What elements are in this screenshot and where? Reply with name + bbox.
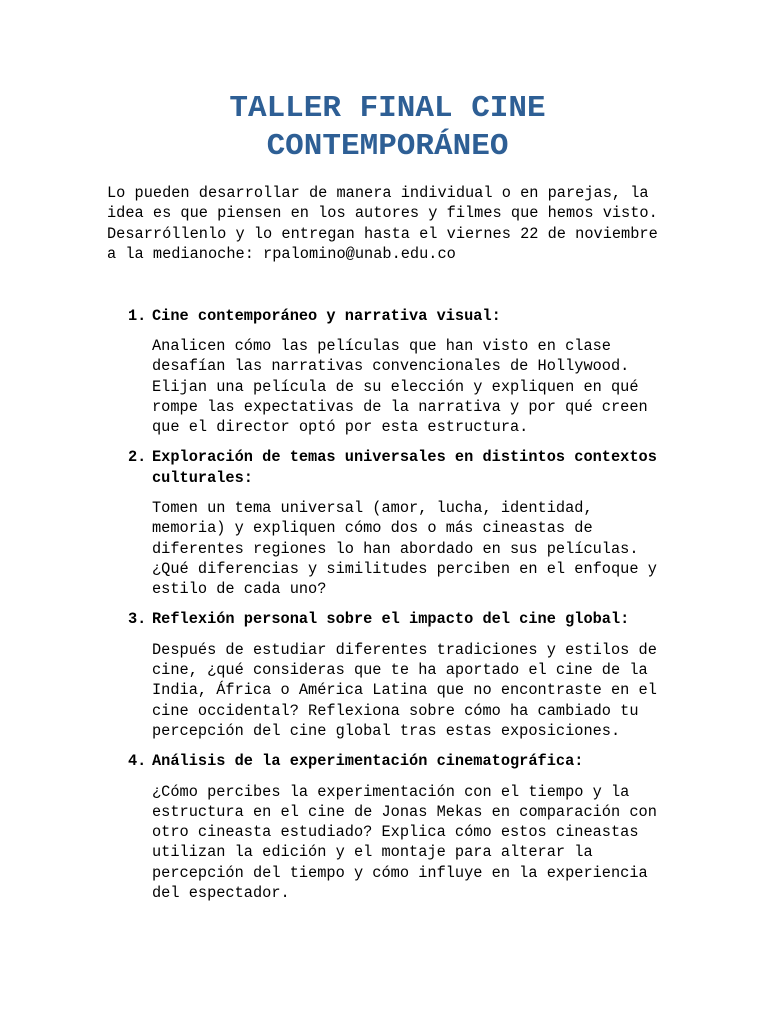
item-body	[152, 498, 668, 599]
item-body-line: memoria) y expliquen cómo dos o más cineastas de	[152, 519, 593, 538]
item-number: 1.	[128, 306, 147, 325]
list-item	[107, 751, 668, 903]
item-body-line: que el director optó por esta estructura.	[152, 418, 529, 437]
intro-line: Lo pueden desarrollar de manera individual o en parejas, la	[107, 184, 649, 202]
item-number: 3.	[128, 610, 147, 629]
item-body	[152, 782, 668, 904]
item-number: 4.	[128, 752, 147, 771]
item-heading-line: Reflexión personal sobre el impacto del cine global:	[152, 610, 630, 629]
item-body-line: ¿Cómo percibes la experimentación con el tiempo y la	[152, 782, 630, 801]
intro-paragraph	[107, 183, 663, 265]
item-body-line: estructura en el cine de Jonas Mekas en comparación con	[152, 802, 657, 821]
item-body-line: diferentes regiones lo han abordado en sus películas.	[152, 539, 639, 558]
item-heading-line: Cine contemporáneo y narrativa visual:	[152, 306, 501, 325]
item-body-line: cine occidental? Reflexiona sobre cómo ha cambiado tu	[152, 701, 639, 720]
item-heading	[152, 306, 668, 326]
item-heading	[152, 609, 668, 629]
item-body-line: Elijan una película de su elección y expliquen en qué	[152, 377, 639, 396]
item-body-line: otro cineasta estudiado? Explica cómo estos cineastas	[152, 823, 639, 842]
item-heading-line: culturales:	[152, 468, 253, 487]
item-heading	[152, 751, 668, 771]
item-body-line: percepción del tiempo y cómo influye en la experiencia	[152, 863, 648, 882]
item-number: 2.	[128, 448, 147, 467]
list-item	[107, 447, 668, 599]
item-body-line: utilizan la edición y el montaje para alterar la	[152, 843, 593, 862]
item-heading-line: Exploración de temas universales en distintos contextos	[152, 448, 657, 467]
list-item	[107, 306, 668, 438]
document-title	[107, 90, 668, 166]
item-body-line: estilo de cada uno?	[152, 580, 327, 599]
item-body-line: Después de estudiar diferentes tradiciones y estilos de	[152, 640, 657, 659]
item-body-line: desafían las narrativas convencionales de Hollywood.	[152, 357, 630, 376]
title-line: TALLER FINAL CINE	[229, 91, 546, 126]
question-list	[107, 306, 668, 904]
item-body-line: Analicen cómo las películas que han visto en clase	[152, 336, 611, 355]
item-body-line: del espectador.	[152, 884, 290, 903]
intro-line: idea es que piensen en los autores y filmes que hemos visto.	[107, 204, 658, 223]
item-body-line: ¿Qué diferencias y similitudes perciben en el enfoque y	[152, 559, 657, 578]
item-body	[152, 336, 668, 437]
intro-line: Desarróllenlo y lo entregan hasta el viernes 22 de noviembre	[107, 224, 658, 243]
item-body-line: cine, ¿qué consideras que te ha aportado el cine de la	[152, 661, 648, 680]
intro-line: a la medianoche: rpalomino@unab.edu.co	[107, 245, 456, 264]
list-item	[107, 609, 668, 741]
item-body-line: Tomen un tema universal (amor, lucha, identidad,	[152, 499, 593, 517]
item-body-line: rompe las expectativas de la narrativa y por qué creen	[152, 397, 648, 416]
item-body-line: percepción del cine global tras estas exposiciones.	[152, 721, 621, 740]
item-heading	[152, 447, 668, 488]
item-heading-line: Análisis de la experimentación cinematográfica:	[152, 752, 584, 771]
item-body	[152, 640, 668, 741]
title-line: CONTEMPORÁNEO	[266, 129, 509, 164]
item-body-line: India, África o América Latina que no encontraste en el	[152, 681, 657, 700]
